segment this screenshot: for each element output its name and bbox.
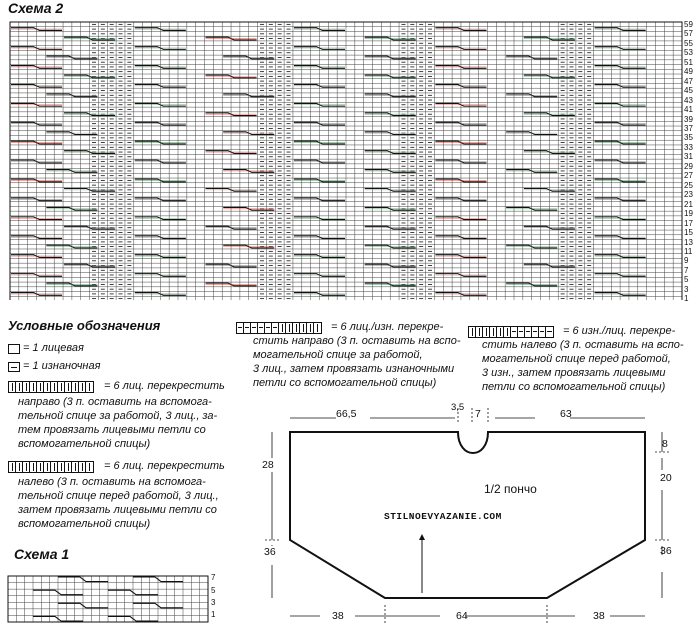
legend-title: Условные обозначения <box>8 318 161 333</box>
cross-left-knit-line-2: тельной спице перед работой, 3 лиц., <box>18 490 219 502</box>
dim-left-upper: 28 <box>262 459 274 471</box>
cross-right-mixed-line-4: петли со вспомогательной спицы) <box>253 377 437 389</box>
scheme-2-chart <box>0 0 700 300</box>
cross-right-mixed-line-2: могательной спице за работой, <box>253 349 423 361</box>
scheme-2-row-label: 41 <box>684 105 693 115</box>
cross-right-mixed-line-3: 3 лиц., затем провязать изнаночными <box>253 363 455 375</box>
cross-left-mixed-line-4: петли со вспомогательной спицы) <box>482 381 666 393</box>
scheme-2-row-label: 55 <box>684 38 693 48</box>
scheme-2-row-label: 25 <box>684 180 693 190</box>
dim-top-right: 63 <box>560 408 572 420</box>
dim-right-low: 36 <box>660 545 672 557</box>
cross-left-knit-line-1: налево (3 п. оставить на вспомога- <box>18 476 206 488</box>
knit-symbol <box>8 344 20 354</box>
scheme-2-row-label: 53 <box>684 48 693 58</box>
dim-neck-b: 7 <box>475 408 481 420</box>
scheme-2-row-label: 9 <box>684 256 689 266</box>
cross-right-mixed-line-1: стить направо (3 п. оставить на вспо- <box>253 335 461 347</box>
scheme-1-title: Схема 1 <box>14 546 70 562</box>
cross-left-mixed-symbol <box>468 326 554 338</box>
pattern-label: 1/2 пончо <box>484 482 537 496</box>
scheme-2-row-label: 35 <box>684 133 693 143</box>
purl-symbol <box>8 362 20 372</box>
scheme-2-row-label: 49 <box>684 67 693 77</box>
scheme-2-row-label: 5 <box>684 275 689 285</box>
scheme-2-row-label: 17 <box>684 218 693 228</box>
cross-left-knit-line-3: затем провязать лицевыми петли со <box>18 504 217 516</box>
cross-right-knit-line-4: вспомогательной спицы) <box>18 438 151 450</box>
cross-right-knit-line-2: тельной спице за работой, 3 лиц., за- <box>18 410 218 422</box>
scheme-2-row-label: 13 <box>684 237 693 247</box>
scheme-2-title: Схема 2 <box>8 0 64 16</box>
knit-label: = 1 лицевая <box>23 342 84 354</box>
scheme-2-row-label: 43 <box>684 95 693 105</box>
purl-label: = 1 изнаночная <box>23 360 101 372</box>
cross-left-mixed-line-1: стить налево (3 п. оставить на вспо- <box>482 339 684 351</box>
dim-right-top: 8 <box>662 438 668 450</box>
cross-left-knit-line-4: вспомогательной спицы) <box>18 518 151 530</box>
scheme-2-row-label: 1 <box>684 294 689 304</box>
dim-neck-a: 3,5 <box>451 402 465 413</box>
scheme-2-row-label: 39 <box>684 114 693 124</box>
scheme-1-chart <box>0 570 230 630</box>
cross-left-knit-symbol <box>8 461 94 473</box>
scheme-2-grid <box>10 22 682 300</box>
cross-right-knit-line-1: направо (3 п. оставить на вспомога- <box>18 396 212 408</box>
cross-left-mixed-line-2: могательной спице перед работой, <box>482 353 671 365</box>
scheme-2-row-label: 31 <box>684 152 693 162</box>
cross-right-knit-symbol <box>8 381 94 393</box>
scheme-2-row-label: 15 <box>684 228 693 238</box>
dim-left-lower: 36 <box>264 546 276 558</box>
scheme-2-row-label: 29 <box>684 161 693 171</box>
scheme-2-row-label: 33 <box>684 142 693 152</box>
scheme-2-row-label: 51 <box>684 57 693 67</box>
scheme-2-row-label: 59 <box>684 20 693 29</box>
scheme-1-row-1: 1 <box>211 610 216 619</box>
scheme-1-row-3: 3 <box>211 598 216 607</box>
dim-right-mid: 20 <box>660 472 672 484</box>
cross-left-mixed-line-0: = 6 изн./лиц. перекре- <box>563 325 676 337</box>
scheme-2-row-label: 21 <box>684 199 693 209</box>
scheme-1-row-5: 5 <box>211 586 216 595</box>
scheme-1-row-7: 7 <box>211 573 216 582</box>
cross-left-mixed-line-3: 3 изн., затем провязать лицевыми <box>482 367 666 379</box>
scheme-2-row-label: 45 <box>684 86 693 96</box>
scheme-1-grid <box>8 576 208 622</box>
cross-right-knit-line-3: тем провязать лицевыми петли со <box>18 424 206 436</box>
dim-top-left: 66,5 <box>336 408 357 420</box>
scheme-2-row-label: 7 <box>684 265 689 275</box>
cross-right-knit-line-0: = 6 лиц. перекрестить <box>104 380 225 392</box>
scheme-2-row-label: 27 <box>684 171 693 181</box>
cross-left-knit-line-0: = 6 лиц. перекрестить <box>104 460 225 472</box>
dim-bottom-right: 38 <box>593 610 605 622</box>
dim-bottom-left: 38 <box>332 610 344 622</box>
scheme-2-row-label: 3 <box>684 284 689 294</box>
scheme-2-row-label: 47 <box>684 76 693 86</box>
scheme-2-row-label: 11 <box>684 246 693 256</box>
dim-bottom-mid: 64 <box>456 610 468 622</box>
scheme-2-row-label: 19 <box>684 209 693 219</box>
scheme-2-row-label: 57 <box>684 29 693 39</box>
scheme-2-row-label: 23 <box>684 190 693 200</box>
scheme-2-row-label: 37 <box>684 124 693 134</box>
cross-right-mixed-line-0: = 6 лиц./изн. перекре- <box>331 321 444 333</box>
cross-right-mixed-symbol <box>236 322 322 334</box>
watermark: STILNOEVYAZANIE.COM <box>384 511 502 522</box>
